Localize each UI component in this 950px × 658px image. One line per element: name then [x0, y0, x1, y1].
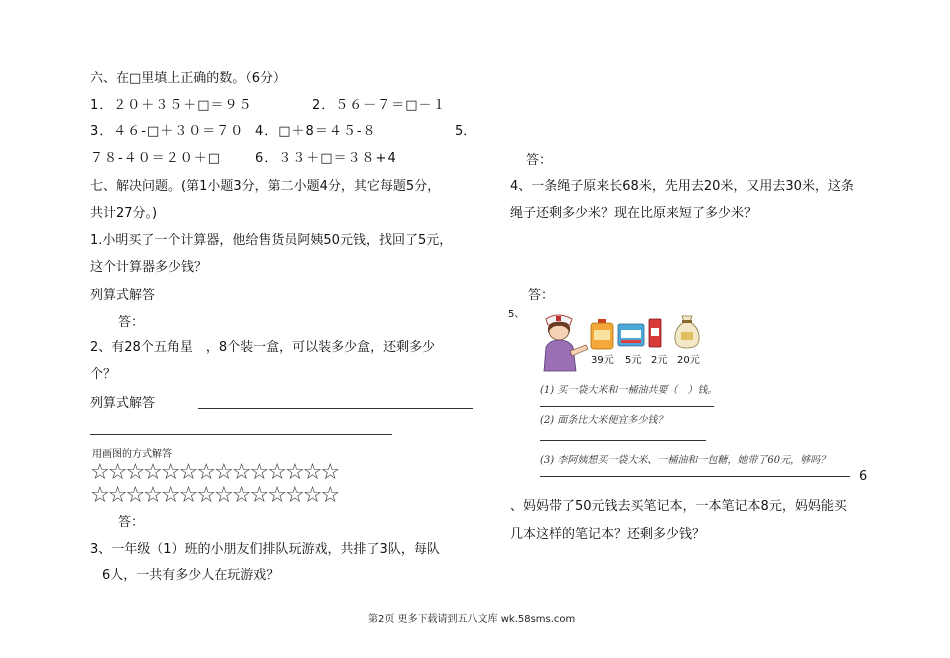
q3-answer-label: 答：: [526, 153, 553, 168]
q5-answer-line-2: [540, 440, 706, 441]
s6-problem-6: 6．３３＋□＝３８+4: [255, 151, 397, 166]
q1-answer-label: 答：: [118, 315, 145, 330]
noodles-pack-icon: [617, 322, 645, 348]
q1-text-cont: 这个计算器多少钱？: [90, 260, 208, 275]
q2-answer-line-1: [198, 408, 473, 409]
q2-stars-row-2: ☆☆☆☆☆☆☆☆☆☆☆☆☆☆: [90, 483, 339, 508]
section7-title-cont: 共计27分。): [90, 206, 158, 221]
q2-stars-row-1: ☆☆☆☆☆☆☆☆☆☆☆☆☆☆: [90, 460, 339, 485]
q1-method-label: 列算式解答: [90, 288, 156, 303]
q4-text-cont: 绳子还剩多少米？现在比原来短了多少米？: [510, 206, 758, 221]
q6-number: 6: [859, 469, 868, 484]
q2-answer-label: 答：: [118, 515, 145, 530]
rice-bag-icon: [672, 314, 702, 350]
salt-pack-icon: [647, 318, 663, 348]
q6-text: 、妈妈带了50元钱去买笔记本，一本笔记本8元，妈妈能买: [510, 499, 847, 514]
s6-problem-2: 2．５６－７＝□－１: [312, 98, 447, 113]
price-rice: 20元: [677, 355, 700, 366]
q2-text: 2、有28个五角星 ，8个装一盒，可以装多少盒，还剩多少: [90, 340, 436, 355]
price-salt: 2元: [651, 355, 668, 366]
q5-answer-line-3: [540, 476, 850, 477]
q6-text-cont: 几本这样的笔记本？还剩多少钱？: [510, 527, 706, 542]
q2-draw-label: 用画图的方式解答: [92, 449, 172, 460]
q1-text: 1.小明买了一个计算器，他给售货员阿姨50元钱，找回了5元，: [90, 233, 453, 248]
section7-title: 七、解决问题。(第1小题3分，第二小题4分，其它每题5分，: [90, 179, 441, 194]
q5-number: 5、: [508, 309, 525, 320]
q5-sub-question-1: (1) 买一袋大米和一桶油共要（ ）钱。: [540, 385, 718, 396]
price-noodles: 5元: [625, 355, 642, 366]
s6-problem-4: 4．□＋8＝４５-８: [255, 124, 377, 139]
q3-text: 3、一年级（1）班的小朋友们排队玩游戏，共排了3队，每队: [90, 542, 440, 557]
s6-problem-3: 3．４６-□＋３０＝７０: [90, 124, 245, 139]
section6-title: 六、在□里填上正确的数。（6分）: [90, 71, 287, 86]
q2-method-label: 列算式解答: [90, 396, 156, 411]
q2-answer-line-2: [90, 434, 392, 435]
q4-text: 4、一条绳子原来长68米，先用去20米，又用去30米，这条: [510, 179, 854, 194]
q5-answer-line-1: [540, 406, 714, 407]
q3-text-cont: 6人，一共有多少人在玩游戏？: [102, 568, 280, 583]
q2-text-cont: 个？: [90, 367, 117, 382]
page-footer: 第2页 更多下载请到五八文库 wk.58sms.com: [368, 614, 576, 625]
shopkeeper-illustration: [536, 311, 596, 373]
q5-sub-question-2: (2) 面条比大米便宜多少钱？: [540, 415, 668, 426]
q4-answer-label: 答：: [528, 288, 555, 303]
s6-problem-5: ７８-４０＝２０＋□: [90, 151, 221, 166]
q5-sub-question-3: (3) 李阿姨想买一袋大米、一桶油和一包糖，她带了60元，够吗？: [540, 455, 831, 466]
price-oil: 39元: [591, 355, 614, 366]
s6-problem-5-num: 5．: [455, 124, 477, 139]
oil-bottle-icon: [588, 318, 616, 350]
s6-problem-1: 1．２０＋３５＋□＝９５: [90, 98, 253, 113]
